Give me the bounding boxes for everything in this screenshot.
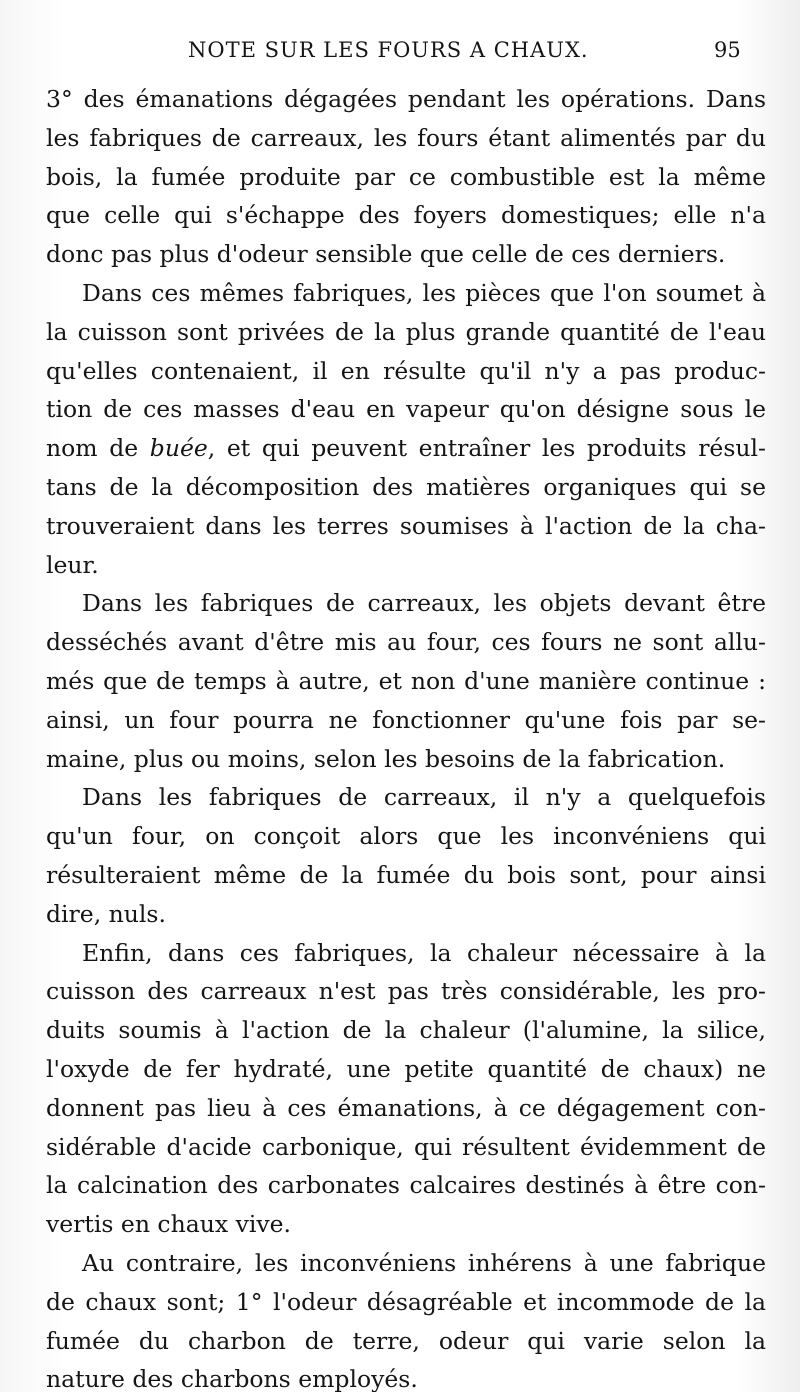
text-line: donnent pas lieu à ces émanations, à ce dégagement con- bbox=[46, 1093, 766, 1122]
text-line: Dans les fabriques de carreaux, il n'y a quelquefois bbox=[82, 783, 766, 812]
text-line: Au contraire, les inconvéniens inhérens à une fabrique bbox=[82, 1248, 766, 1277]
body-text bbox=[46, 80, 766, 1392]
text-line: de chaux sont; 1° l'odeur désagréable et incommode de la bbox=[46, 1287, 766, 1316]
italic-word: buée bbox=[149, 434, 208, 463]
text-line: l'oxyde de fer hydraté, une petite quantité de chaux) ne bbox=[46, 1054, 766, 1083]
text-line: ainsi, un four pourra ne fonctionner qu'une fois par se- bbox=[46, 705, 766, 734]
text-line: bois, la fumée produite par ce combustible est la même bbox=[46, 162, 766, 191]
text-line: les fabriques de carreaux, les fours étant alimentés par du bbox=[46, 123, 766, 152]
running-title: NOTE SUR LES FOURS A CHAUX. bbox=[188, 38, 589, 62]
text-line: fumée du charbon de terre, odeur qui varie selon la bbox=[46, 1326, 766, 1355]
text-line: donc pas plus d'odeur sensible que celle de ces derniers. bbox=[46, 240, 726, 269]
text-line: Dans les fabriques de carreaux, les objets devant être bbox=[82, 589, 766, 618]
text-line: tans de la décomposition des matières organiques qui se bbox=[46, 472, 766, 501]
text-line: Enfin, dans ces fabriques, la chaleur nécessaire à la bbox=[82, 938, 766, 967]
text-line: dire, nuls. bbox=[46, 899, 166, 928]
text-line: la cuisson sont privées de la plus grande quantité de l'eau bbox=[46, 317, 766, 346]
text-line: résulteraient même de la fumée du bois sont, pour ainsi bbox=[46, 860, 766, 889]
text-line: duits soumis à l'action de la chaleur (l'alumine, la silice, bbox=[46, 1016, 766, 1045]
text-line: tion de ces masses d'eau en vapeur qu'on désigne sous le bbox=[46, 395, 766, 424]
text-line: maine, plus ou moins, selon les besoins de la fabrication. bbox=[46, 744, 726, 773]
text-line: més que de temps à autre, et non d'une manière continue : bbox=[46, 666, 766, 695]
text-line: leur. bbox=[46, 550, 99, 579]
text-line: desséchés avant d'être mis au four, ces fours ne sont allu- bbox=[46, 628, 766, 657]
text-line: nom de buée, et qui peuvent entraîner les produits résul- bbox=[46, 434, 766, 463]
page-number: 95 bbox=[714, 38, 741, 62]
text-line: nature des charbons employés. bbox=[46, 1365, 418, 1392]
page-header bbox=[0, 34, 800, 70]
text-line: 3° des émanations dégagées pendant les opérations. Dans bbox=[46, 85, 766, 113]
text-line: qu'elles contenaient, il en résulte qu'il n'y a pas produc- bbox=[46, 356, 766, 385]
text-line: Dans ces mêmes fabriques, les pièces que l'on soumet à bbox=[82, 278, 766, 307]
text-line: cuisson des carreaux n'est pas très considérable, les pro- bbox=[46, 977, 766, 1006]
text-line: vertis en chaux vive. bbox=[46, 1210, 292, 1239]
text-line: sidérable d'acide carbonique, qui résultent évidemment de bbox=[46, 1132, 766, 1161]
text-line: qu'un four, on conçoit alors que les inconvéniens qui bbox=[46, 822, 766, 851]
text-line: trouveraient dans les terres soumises à l'action de la cha- bbox=[46, 511, 766, 540]
text-line: que celle qui s'échappe des foyers domestiques; elle n'a bbox=[46, 201, 766, 230]
text-line: la calcination des carbonates calcaires destinés à être con- bbox=[46, 1171, 766, 1200]
